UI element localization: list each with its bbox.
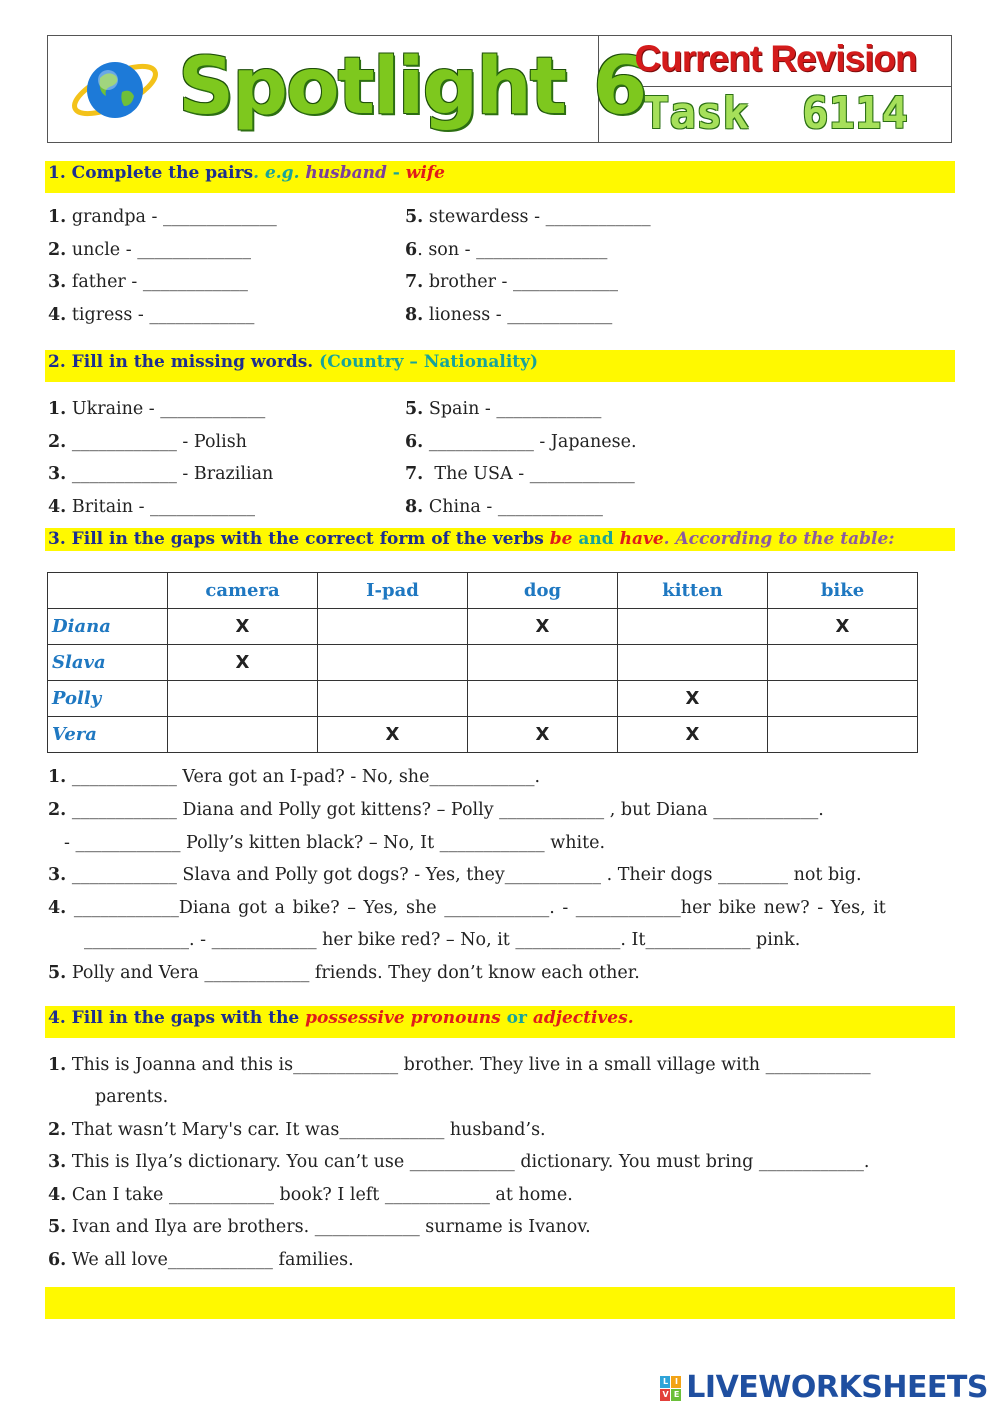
- pair-item-1[interactable]: 1. grandpa - _____________: [48, 207, 277, 227]
- section-1-title-bar: [45, 161, 955, 193]
- verb-gap-line-3[interactable]: 3. ____________ Slava and Polly got dogs? - Yes, they___________ . Their dogs ________ not big.: [48, 865, 862, 885]
- section-1-dash: -: [392, 163, 400, 183]
- pair-item-8[interactable]: 8. lioness - ____________: [405, 305, 613, 325]
- table-cell: [768, 645, 918, 681]
- section-2-title-bar: [45, 350, 955, 382]
- nationality-item-4[interactable]: 4. Britain - ____________: [48, 497, 256, 517]
- liveworksheets-text: LIVEWORKSHEETS: [686, 1370, 988, 1405]
- table-header-camera: camera: [168, 573, 318, 609]
- table-cell: [318, 681, 468, 717]
- section-4-title-bar: [45, 1006, 955, 1038]
- possessive-line-1b: parents.: [95, 1087, 169, 1107]
- verb-gap-line-4b[interactable]: ____________. - ____________ her bike red? – No, it ____________. It____________ pink.: [84, 930, 801, 950]
- nationality-item-6[interactable]: 6. ____________ - Japanese.: [405, 432, 637, 452]
- table-row: [48, 609, 918, 645]
- current-revision-title: Current Revision: [634, 38, 917, 79]
- section-3-title-tail: . According to the table:: [663, 529, 895, 549]
- table-cell: X: [768, 609, 918, 645]
- section-1-title: 1. Complete the pairs: [48, 163, 254, 183]
- nationality-item-7[interactable]: 7. The USA - ____________: [405, 464, 635, 484]
- table-row: [48, 717, 918, 753]
- table-cell: [168, 681, 318, 717]
- worksheet-header: [47, 35, 952, 143]
- table-header-ipad: I-pad: [318, 573, 468, 609]
- pair-item-2[interactable]: 2. uncle - _____________: [48, 240, 251, 260]
- verb-gap-line-4[interactable]: 4. ____________Diana got a bike? – Yes, she ____________. - ____________her bike new? - Yes, it: [48, 898, 886, 918]
- section-3-verb-have: have: [619, 529, 664, 549]
- row-name-polly: Polly: [48, 681, 168, 717]
- nationality-item-3[interactable]: 3. ____________ - Brazilian: [48, 464, 274, 484]
- verb-gap-line-5[interactable]: 5. Polly and Vera ____________ friends. They don’t know each other.: [48, 963, 640, 983]
- table-cell: X: [618, 717, 768, 753]
- section-4-title: 4. Fill in the gaps with the: [48, 1008, 300, 1028]
- globe-icon: [70, 48, 160, 128]
- section-1-example-a: husband: [305, 163, 387, 183]
- table-header-bike: bike: [768, 573, 918, 609]
- table-row: [48, 645, 918, 681]
- section-3-verb-be: be: [549, 529, 573, 549]
- section-3-title: 3. Fill in the gaps with the correct form of the verbs: [48, 529, 544, 549]
- possessive-line-2[interactable]: 2. That wasn’t Mary's car. It was____________ husband’s.: [48, 1120, 546, 1140]
- section-3-and: and: [578, 529, 614, 549]
- liveworksheets-icon: L I V E: [660, 1376, 682, 1402]
- brand-word: Spotlight: [178, 42, 566, 132]
- section-1-eg: . e.g.: [253, 163, 300, 183]
- table-header-kitten: kitten: [618, 573, 768, 609]
- task-number: Task 6114: [643, 88, 908, 139]
- table-row: [48, 681, 918, 717]
- header-divider-horizontal: [599, 86, 952, 87]
- table-cell: X: [468, 717, 618, 753]
- possessive-line-3[interactable]: 3. This is Ilya’s dictionary. You can’t use ____________ dictionary. You must bring ____________.: [48, 1152, 870, 1172]
- row-name-diana: Diana: [48, 609, 168, 645]
- table-cell: [168, 717, 318, 753]
- table-cell: X: [468, 609, 618, 645]
- bottom-yellow-bar: [45, 1287, 955, 1319]
- section-2-title: 2. Fill in the missing words.: [48, 352, 314, 372]
- table-header-empty: [48, 573, 168, 609]
- table-cell: [318, 609, 468, 645]
- section-2-hint: (Country – Nationality): [319, 352, 539, 372]
- possessive-line-5[interactable]: 5. Ivan and Ilya are brothers. ____________ surname is Ivanov.: [48, 1217, 591, 1237]
- table-header-row: [48, 573, 918, 609]
- pair-item-3[interactable]: 3. father - ____________: [48, 272, 248, 292]
- section-4-or: or: [506, 1008, 527, 1028]
- table-cell: [468, 645, 618, 681]
- section-3-title-bar: [45, 528, 955, 551]
- row-name-slava: Slava: [48, 645, 168, 681]
- table-cell: [468, 681, 618, 717]
- nationality-item-2[interactable]: 2. ____________ - Polish: [48, 432, 247, 452]
- verb-gap-line-2b[interactable]: - ____________ Polly’s kitten black? – No, It ____________ white.: [64, 833, 606, 853]
- table-cell: X: [168, 609, 318, 645]
- brand-number: 6: [593, 42, 646, 132]
- table-header-dog: dog: [468, 573, 618, 609]
- table-cell: X: [168, 645, 318, 681]
- table-cell: X: [318, 717, 468, 753]
- table-cell: [618, 645, 768, 681]
- row-name-vera: Vera: [48, 717, 168, 753]
- nationality-item-5[interactable]: 5. Spain - ____________: [405, 399, 602, 419]
- liveworksheets-logo: [660, 1370, 988, 1405]
- nationality-item-8[interactable]: 8. China - ____________: [405, 497, 603, 517]
- spotlight-logo: [178, 42, 645, 132]
- pair-item-4[interactable]: 4. tigress - ____________: [48, 305, 255, 325]
- possession-table: [47, 572, 918, 753]
- section-1-example-b: wife: [405, 163, 446, 183]
- possessive-line-4[interactable]: 4. Can I take ____________ book? I left ____________ at home.: [48, 1185, 573, 1205]
- pair-item-5[interactable]: 5. stewardess - ____________: [405, 207, 651, 227]
- table-cell: [768, 717, 918, 753]
- verb-gap-line-1[interactable]: 1. ____________ Vera got an I-pad? - No, she____________.: [48, 767, 541, 787]
- possessive-line-6[interactable]: 6. We all love____________ families.: [48, 1250, 354, 1270]
- verb-gap-line-2[interactable]: 2. ____________ Diana and Polly got kittens? – Polly ____________ , but Diana ____________.: [48, 800, 824, 820]
- section-4-adjectives: adjectives: [532, 1008, 628, 1028]
- table-cell: [618, 609, 768, 645]
- table-cell: [318, 645, 468, 681]
- section-4-dot: .: [627, 1008, 634, 1028]
- nationality-item-1[interactable]: 1. Ukraine - ____________: [48, 399, 266, 419]
- pair-item-6[interactable]: 6. son - _______________: [405, 240, 608, 260]
- section-4-possessive-pronouns: possessive pronouns: [305, 1008, 501, 1028]
- pair-item-7[interactable]: 7. brother - ____________: [405, 272, 619, 292]
- possessive-line-1[interactable]: 1. This is Joanna and this is____________ brother. They live in a small village with ____________: [48, 1055, 871, 1075]
- table-cell: [768, 681, 918, 717]
- table-cell: X: [618, 681, 768, 717]
